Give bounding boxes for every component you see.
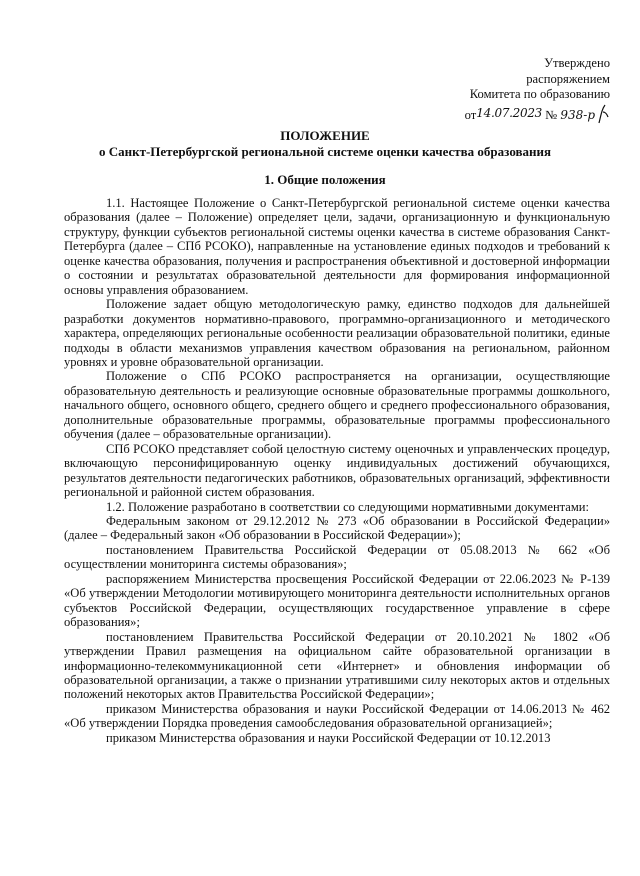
approval-line-order: распоряжением bbox=[526, 71, 610, 86]
document-body bbox=[64, 196, 610, 745]
handwritten-date: 14.07.2023 bbox=[476, 105, 543, 120]
paragraph: постановлением Правительства Российской Федерации от 05.08.2013 № 662 «Об осуществлении мониторинга системы образования»; bbox=[64, 542, 610, 572]
number-prefix: № bbox=[545, 107, 558, 122]
paragraph: приказом Министерства образования и науки Российской Федерации от 14.06.2013 № 462 «Об утверждении Порядка проведения самообследования образовательной организацией»; bbox=[64, 701, 610, 731]
section-title: 1. Общие положения bbox=[264, 172, 386, 187]
approval-line-approved: Утверждено bbox=[544, 56, 610, 70]
document-title: ПОЛОЖЕНИЕ bbox=[280, 128, 370, 143]
paragraph: Положение о СПб РСОКО распространяется на организации, осуществляющие образовательную деятельность и реализующие основные образовательные программы дошкольного, начального общего, основного общего, среднего общего и среднего профессионального образования, дополнительные образовательные программы, образовательные программы профессионального обучения (далее – образовательные организации). bbox=[64, 369, 610, 442]
paragraph: приказом Министерства образования и науки Российской Федерации от 10.12.2013 bbox=[106, 730, 551, 745]
document-subtitle: о Санкт-Петербургской региональной системе оценки качества образования bbox=[98, 144, 552, 159]
document-heading bbox=[40, 128, 610, 160]
paragraph: СПб РСОКО представляет собой целостную систему оценочных и управленческих процедур, включающую персонифицированную оценку индивидуальных достижений обучающихся, результатов деятельности педагогических работников, образовательных организаций, эффективности региональной и районной систем образования. bbox=[64, 441, 610, 500]
date-prefix: от bbox=[464, 107, 477, 122]
paragraph: распоряжением Министерства просвещения Российской Федерации от 22.06.2023 № Р-139 «Об утверждении Методологии мотивирующего мониторинга деятельности исполнительных органов субъектов Российской Федерации, осуществляющих государственное управление в сфере образования»; bbox=[64, 571, 610, 630]
approval-date-line bbox=[420, 103, 610, 125]
signature-mark-icon bbox=[596, 103, 610, 125]
paragraph: Федеральным законом от 29.12.2012 № 273 «Об образовании в Российской Федерации» (далее – Федеральный закон «Об образовании в Российской Федерации»); bbox=[64, 513, 610, 543]
paragraph: Положение задает общую методологическую рамку, единство подходов для дальнейшей разработки документов нормативно-правового, программно-организационного и методического характера, определяющих региональные особенности реализации образовательной политики, единые подходы в области механизмов управления качеством образования на региональном, районном уровнях и уровне образовательной организации. bbox=[64, 297, 610, 369]
approval-block bbox=[420, 56, 610, 125]
paragraph: 1.2. Положение разработано в соответствии со следующими нормативными документами: bbox=[106, 499, 589, 514]
paragraph: 1.1. Настоящее Положение о Санкт-Петербургской региональной системе оценки качества образования (далее – Положение) определяет цели, задачи, организационную и функциональную структуру, функции субъектов региональной системы оценки качества в системе образования Санкт-Петербурга (далее – СПб РСОКО), направленные на установление единых подходов и требований к оценке качества образования, получения и распространения объективной и достоверной информации о состоянии и результатах образовательной деятельности для формирования информационной основы управления образованием. bbox=[64, 196, 610, 297]
handwritten-number: 938-р bbox=[560, 107, 595, 122]
paragraph: постановлением Правительства Российской Федерации от 20.10.2021 № 1802 «Об утверждении Правил размещения на официальном сайте образовательной организации в информационно-телекоммуникационной сети «Интернет» и обновления информации об образовательной организации, а также о признании утратившими силу некоторых актов и отдельных положений некоторых актов Правительства Российской Федерации»; bbox=[64, 629, 610, 702]
approval-line-committee: Комитета по образованию bbox=[469, 87, 610, 101]
